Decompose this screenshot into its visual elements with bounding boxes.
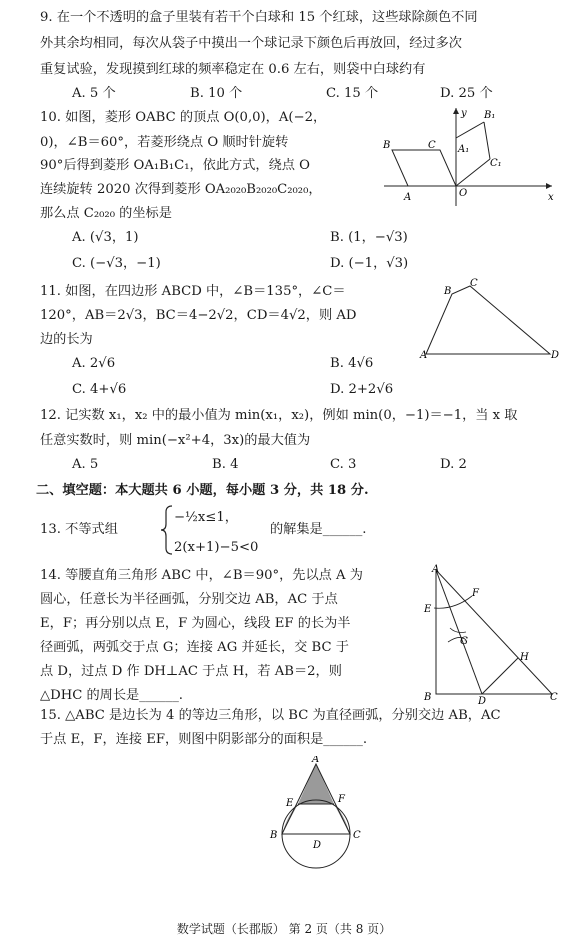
q10-figure [380, 104, 560, 208]
q15-line-2: 于点 E，F，连接 EF，则图中阴影部分的面积是______. [40, 732, 368, 747]
q11-option-c: C. 4+√6 [72, 382, 127, 397]
q10-option-c: C. (−√3，−1) [72, 256, 161, 271]
q10-label-y: y [461, 108, 467, 119]
q10-option-a: A. (√3，1) [72, 230, 139, 245]
q14-label-g: G [460, 636, 468, 647]
q9-option-a: A. 5 个 [72, 86, 116, 101]
q13-brace [160, 504, 174, 556]
q14-line-4: 径画弧，两弧交于点 G；连接 AG 并延长，交 BC 于 [40, 640, 349, 655]
q11-label-b: B [444, 286, 452, 297]
q10-label-c: C [428, 140, 436, 151]
q12-line-2: 任意实数时，则 min(−x²+4，3x)的最大值为 [40, 433, 311, 448]
q10-label-a: A [404, 192, 412, 203]
q11-line-2: 120°，AB＝2√3，BC＝4−2√2，CD＝4√2，则 AD [40, 308, 357, 323]
q13-prefix: 13. 不等式组 [40, 522, 118, 537]
q12-option-a: A. 5 [72, 457, 99, 472]
q9-line-2: 外其余均相同，每次从袋子中摸出一个球记录下颜色后再放回，经过多次 [40, 36, 462, 51]
q14-line-6: △DHC 的周长是______. [40, 688, 184, 703]
q15-label-a: A [312, 756, 320, 765]
q15-label-f: F [338, 794, 345, 805]
q10-line-5: 那么点 C₂₀₂₀ 的坐标是 [40, 206, 172, 221]
q10-line-2: 0)，∠B＝60°，若菱形绕点 O 顺时针旋转 [40, 135, 289, 150]
q11-label-c: C [470, 278, 478, 289]
q14-label-d: D [478, 696, 487, 704]
q9-option-b: B. 10 个 [190, 86, 243, 101]
q9-option-c: C. 15 个 [326, 86, 379, 101]
q11-label-a: A [420, 350, 428, 361]
q10-line-1: 10. 如图，菱形 OABC 的顶点 O(0,0)，A(−2， [40, 110, 327, 125]
section-2-heading: 二、填空题：本大题共 6 小题，每小题 3 分，共 18 分. [36, 483, 369, 498]
q10-label-b: B [383, 140, 391, 151]
q13-inequality-1: −½x≤1， [174, 510, 238, 525]
q14-label-b: B [424, 692, 432, 703]
q11-line-1: 11. 如图，在四边形 ABCD 中，∠B＝135°，∠C＝ [40, 284, 346, 299]
q12-option-c: C. 3 [330, 457, 357, 472]
q10-line-4: 连续旋转 2020 次得到菱形 OA₂₀₂₀B₂₀₂₀C₂₀₂₀， [40, 182, 322, 197]
q14-line-2: 圆心，任意长为半径画弧，分别交边 AB，AC 于点 [40, 592, 338, 607]
q14-line-5: 点 D，过点 D 作 DH⊥AC 于点 H，若 AB＝2，则 [40, 664, 342, 679]
q10-option-b: B. (1，−√3) [330, 230, 408, 245]
q15-label-b: B [270, 830, 278, 841]
q10-label-b1: B₁ [484, 110, 496, 121]
q11-label-d: D [551, 350, 560, 361]
q12-option-b: B. 4 [212, 457, 239, 472]
q10-label-x: x [548, 192, 554, 203]
q15-line-1: 15. △ABC 是边长为 4 的等边三角形，以 BC 为直径画弧，分别交边 AB，AC [40, 708, 501, 723]
q14-label-f: F [472, 588, 479, 599]
q14-label-e: E [424, 604, 432, 615]
q10-line-3: 90°后得到菱形 OA₁B₁C₁，依此方式，绕点 O [40, 158, 310, 173]
q9-line-3: 重复试验，发现摸到红球的频率稳定在 0.6 左右，则袋中白球约有 [40, 62, 426, 77]
q14-figure [420, 564, 560, 704]
q11-line-3: 边的长为 [40, 332, 93, 347]
q12-option-d: D. 2 [440, 457, 467, 472]
q14-line-3: E，F；再分别以点 E，F 为圆心，线段 EF 的长为半 [40, 616, 351, 631]
q10-label-c1: C₁ [490, 158, 502, 169]
q12-line-1: 12. 记实数 x₁，x₂ 中的最小值为 min(x₁，x₂)，例如 min(0，−1)＝−1，当 x 取 [40, 408, 518, 423]
q15-label-e: E [286, 798, 294, 809]
q10-label-o: O [459, 188, 468, 199]
q9-line-1: 9. 在一个不透明的盒子里装有若干个白球和 15 个红球，这些球除颜色不同 [40, 10, 478, 25]
q15-label-c: C [353, 830, 361, 841]
q10-option-d: D. (−1，√3) [330, 256, 409, 271]
q11-option-d: D. 2+2√6 [330, 382, 394, 397]
q10-label-a1: A₁ [458, 144, 470, 155]
q11-figure [418, 278, 560, 362]
q13-suffix: 的解集是______. [270, 522, 367, 537]
q14-label-h: H [520, 652, 529, 663]
q14-line-1: 14. 等腰直角三角形 ABC 中，∠B＝90°，先以点 A 为 [40, 568, 363, 583]
q15-label-d: D [313, 840, 322, 851]
q15-figure [256, 756, 374, 892]
q14-label-c: C [550, 692, 558, 703]
q11-option-b: B. 4√6 [330, 356, 374, 371]
page-footer: 数学试题（长郡版） 第 2 页（共 8 页） [176, 922, 392, 936]
q13-inequality-2: 2(x+1)−5<0 [174, 540, 259, 555]
q9-option-d: D. 25 个 [440, 86, 493, 101]
q14-label-a: A [432, 564, 440, 575]
q11-option-a: A. 2√6 [72, 356, 116, 371]
